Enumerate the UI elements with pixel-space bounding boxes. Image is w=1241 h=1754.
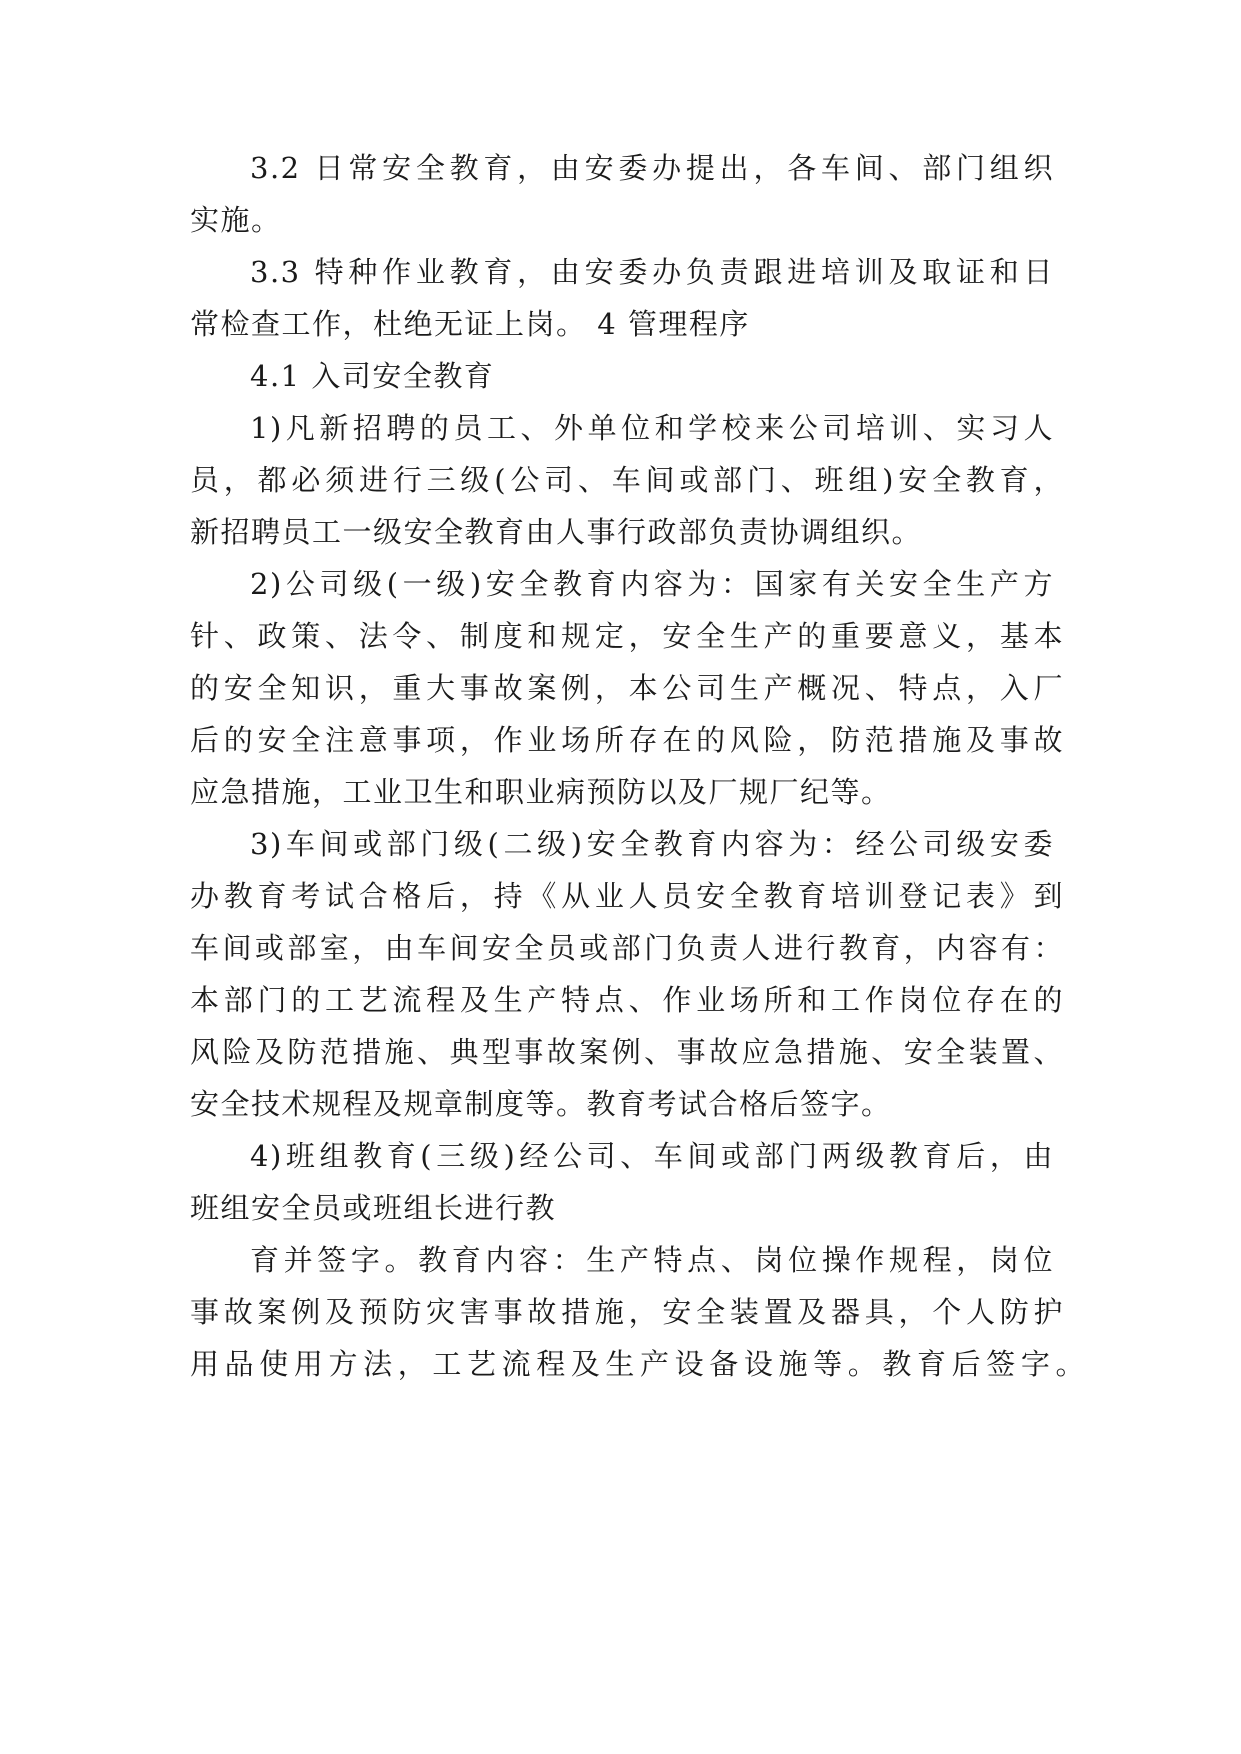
text-line: 育并签字。教育内容：生产特点、岗位操作规程，岗位 (250, 1243, 1054, 1277)
section-heading: 4.1 入司安全教育 (250, 359, 495, 393)
text-line: 班组安全员或班组长进行教 (190, 1191, 557, 1225)
text-line: 应急措施，工业卫生和职业病预防以及厂规厂纪等。 (190, 775, 892, 809)
text-line: 新招聘员工一级安全教育由人事行政部负责协调组织。 (190, 515, 923, 549)
text-line: 1)凡新招聘的员工、外单位和学校来公司培训、实习人 (250, 411, 1054, 445)
text-line: 3.2 日常安全教育，由安委办提出，各车间、部门组织 (250, 151, 1054, 185)
text-line: 办教育考试合格后，持《从业人员安全教育培训登记表》到 (190, 879, 1064, 913)
text-line: 针、政策、法令、制度和规定，安全生产的重要意义，基本 (190, 619, 1064, 653)
text-line: 事故案例及预防灾害事故措施，安全装置及器具，个人防护 (190, 1295, 1064, 1329)
text-line: 车间或部室，由车间安全员或部门负责人进行教育，内容有： (190, 931, 1064, 965)
text-line: 后的安全注意事项，作业场所存在的风险，防范措施及事故 (190, 723, 1064, 757)
text-line: 2)公司级(一级)安全教育内容为：国家有关安全生产方 (250, 567, 1054, 601)
text-line: 实施。 (190, 203, 282, 237)
text-line: 3)车间或部门级(二级)安全教育内容为：经公司级安委 (250, 827, 1054, 861)
text-line: 风险及防范措施、典型事故案例、事故应急措施、安全装置、 (190, 1035, 1064, 1069)
text-line: 3.3 特种作业教育，由安委办负责跟进培训及取证和日 (250, 255, 1054, 289)
text-line: 的安全知识，重大事故案例，本公司生产概况、特点，入厂 (190, 671, 1064, 705)
text-line: 常检查工作，杜绝无证上岗。 4 管理程序 (190, 307, 750, 341)
text-line: 本部门的工艺流程及生产特点、作业场所和工作岗位存在的 (190, 983, 1064, 1017)
text-line: 安全技术规程及规章制度等。教育考试合格后签字。 (190, 1087, 892, 1121)
text-line: 用品使用方法，工艺流程及生产设备设施等。教育后签字。 (190, 1347, 1086, 1381)
text-line: 4)班组教育(三级)经公司、车间或部门两级教育后，由 (250, 1139, 1054, 1173)
text-line: 员，都必须进行三级(公司、车间或部门、班组)安全教育， (190, 463, 1064, 497)
